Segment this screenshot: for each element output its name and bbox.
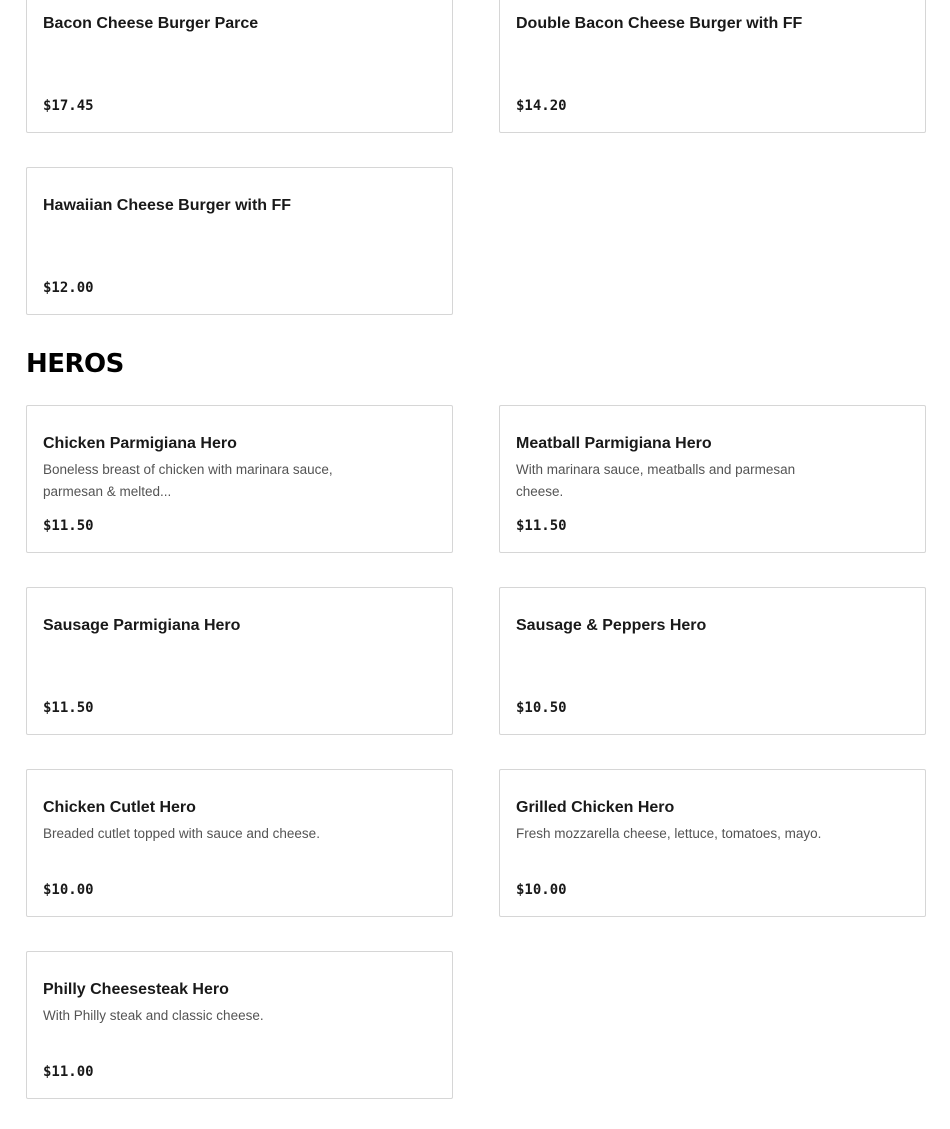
menu-item-card[interactable] [26,0,453,133]
menu-item-description: With marinara sauce, meatballs and parmesan cheese. [516,462,796,499]
menu-item-name: Sausage Parmigiana Hero [43,617,241,634]
menu-item-card[interactable] [26,951,453,1099]
menu-item-name: Double Bacon Cheese Burger with FF [516,15,803,32]
menu-item-name: Chicken Parmigiana Hero [43,435,237,452]
menu-item-card[interactable] [499,769,926,917]
menu-item-name: Sausage & Peppers Hero [516,617,707,634]
menu-item-name: Meatball Parmigiana Hero [516,435,712,452]
menu-item-price: $10.00 [516,882,567,898]
menu-item-name: Grilled Chicken Hero [516,799,675,816]
menu-item-price: $12.00 [43,280,94,296]
menu-item-price: $11.50 [516,518,567,534]
menu-item-price: $10.00 [43,882,94,898]
menu-item-card[interactable] [499,587,926,735]
menu-item-name: Chicken Cutlet Hero [43,799,196,816]
menu-item-card[interactable] [26,769,453,917]
menu-item-card[interactable] [26,405,453,553]
menu-item-description: Boneless breast of chicken with marinara sauce, parmesan & melted... [43,462,333,499]
menu-item-name: Hawaiian Cheese Burger with FF [43,197,292,214]
menu-item-price: $11.00 [43,1064,94,1080]
section-title-heros: HEROS [26,349,124,379]
menu-item-name: Philly Cheesesteak Hero [43,981,229,998]
menu-item-card[interactable] [499,0,926,133]
menu-item-price: $10.50 [516,700,567,716]
menu-item-card[interactable] [26,587,453,735]
menu-item-description: Fresh mozzarella cheese, lettuce, tomatoes, mayo. [516,826,822,841]
menu-item-card[interactable] [499,405,926,553]
menu-item-card[interactable] [26,167,453,315]
menu-item-description: Breaded cutlet topped with sauce and cheese. [43,826,320,841]
menu-item-price: $11.50 [43,700,94,716]
menu-item-name: Bacon Cheese Burger Parce [43,15,259,32]
menu-item-price: $11.50 [43,518,94,534]
menu-item-price: $17.45 [43,98,94,114]
menu-item-price: $14.20 [516,98,567,114]
menu-item-description: With Philly steak and classic cheese. [43,1008,264,1023]
